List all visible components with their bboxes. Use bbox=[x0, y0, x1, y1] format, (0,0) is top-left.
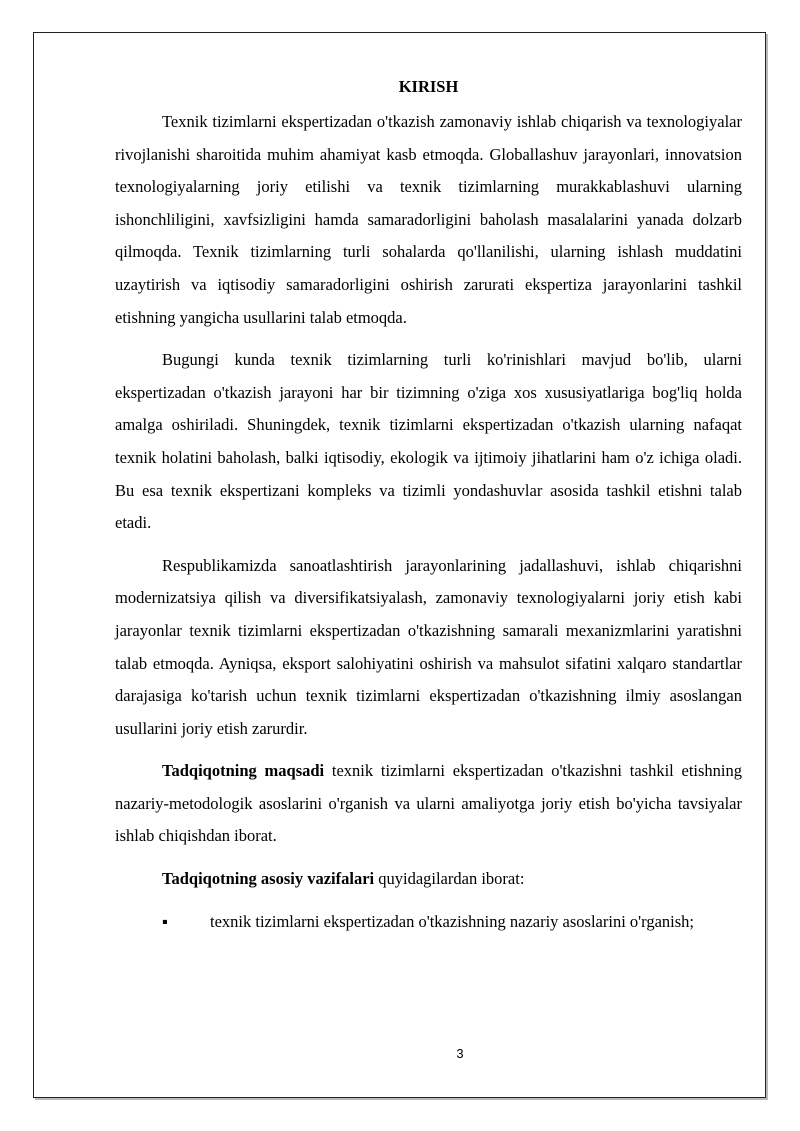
page-number: 3 bbox=[456, 1046, 464, 1061]
page-title: KIRISH bbox=[398, 77, 459, 96]
bullet-icon: ▪ bbox=[162, 911, 168, 931]
paragraph-3: Respublikamizda sanoatlashtirish jarayonlarining jadallashuvi, ishlab chiqarishni modernizatsiya qilish va diversifikatsiyalash, zamonaviy texnologiyalarni joriy etish kabi jarayonlar texnik tizimlarni ekspertizadan o'tkazishning samarali mexanizmlarini yaratishni talab etmoqda. Ayniqsa, eksport salohiyatini oshirish va mahsulot sifatini xalqaro standartlar darajasiga ko'tarish uchun texnik tizimlarni ekspertizadan o'tkazishning ilmiy asoslangan usullarini joriy etish zarurdir. bbox=[115, 555, 742, 738]
paragraph-1: Texnik tizimlarni ekspertizadan o'tkazish zamonaviy ishlab chiqarish va texnologiyalar rivojlanishi sharoitida muhim ahamiyat kasb etmoqda. Globallashuv jarayonlari, innovatsion texnologiyalarning joriy etilishi va texnik tizimlarning murakkablashuvi ularning ishonchliligini, xavfsizligini hamda samaradorligini baholash masalalarini yanada dolzarb qilmoqda. Texnik tizimlarning turli sohalarda qo'llanilishi, ularning ishlash muddatini uzaytirish va iqtisodiy samaradorligini oshirish zarurati ekspertiza jarayonlarini tashkil etishning yangicha usullarini talab etmoqda. bbox=[115, 112, 742, 327]
goal-label: Tadqiqotning maqsadi bbox=[162, 761, 325, 781]
document-body bbox=[115, 74, 742, 938]
list-item bbox=[115, 906, 742, 939]
list-item-text: texnik tizimlarni ekspertizadan o'tkazishning nazariy asoslarini o'rganish; bbox=[210, 911, 695, 931]
paragraph-2: Bugungi kunda texnik tizimlarning turli ko'rinishlari mavjud bo'lib, ularni ekspertizadan o'tkazish jarayoni har bir tizimning o'ziga xos xususiyatlariga bog'liq holda amalga oshiriladi. Shuningdek, texnik tizimlarni ekspertizadan o'tkazish ularning nafaqat texnik holatini baholash, balki iqtisodiy, ekologik va ijtimoiy jihatlarini ham o'z ichiga oladi. Bu esa texnik ekspertizani kompleks va tizimli yondashuvlar asosida tashkil etishni talab etadi. bbox=[115, 350, 742, 533]
tasks-text: quyidagilardan iborat: bbox=[374, 869, 525, 889]
goal-paragraph bbox=[115, 755, 742, 853]
goal-text: texnik tizimlarni ekspertizadan o'tkazishni tashkil etishning nazariy-metodologik asoslarini o'rganish va ularni amaliyotga joriy etish bo'yicha tavsiyalar ishlab chiqishdan iborat. bbox=[115, 761, 742, 846]
tasks-paragraph bbox=[115, 863, 742, 896]
tasks-label: Tadqiqotning asosiy vazifalari bbox=[162, 869, 375, 889]
